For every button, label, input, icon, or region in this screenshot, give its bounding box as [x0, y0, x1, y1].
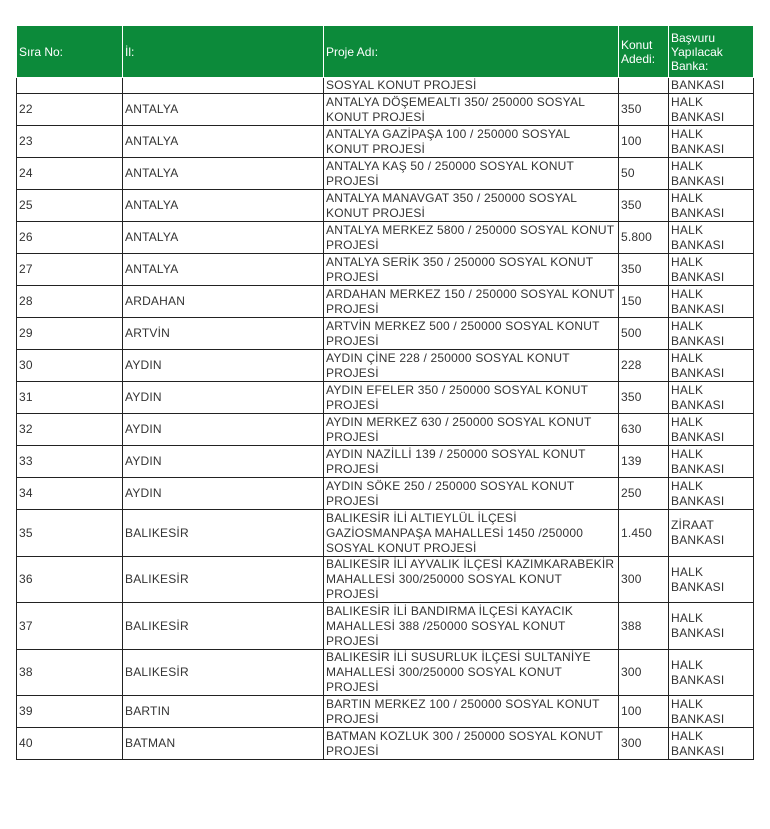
- cell-banka: HALK BANKASI: [669, 222, 754, 254]
- cell-il: BALIKESİR: [123, 510, 324, 557]
- cell-konut: 350: [619, 254, 669, 286]
- cell-konut: 50: [619, 158, 669, 190]
- cell-proje: SOSYAL KONUT PROJESİ: [324, 78, 619, 94]
- header-konut-adedi: Konut Adedi:: [619, 26, 669, 78]
- table-row: [17, 557, 754, 603]
- cell-konut: 350: [619, 94, 669, 126]
- cell-il: BARTIN: [123, 696, 324, 728]
- cell-proje: ANTALYA GAZİPAŞA 100 / 250000 SOSYAL KONUT PROJESİ: [324, 126, 619, 158]
- table-row: [17, 446, 754, 478]
- cell-banka: HALK BANKASI: [669, 414, 754, 446]
- table-row: [17, 126, 754, 158]
- cell-sira: 30: [17, 350, 123, 382]
- cell-banka: HALK BANKASI: [669, 318, 754, 350]
- cell-il: BALIKESİR: [123, 603, 324, 650]
- header-il: İl:: [123, 26, 324, 78]
- cell-konut: 5.800: [619, 222, 669, 254]
- cell-sira: 26: [17, 222, 123, 254]
- cell-banka: HALK BANKASI: [669, 603, 754, 650]
- header-basvuru-banka: Başvuru Yapılacak Banka:: [669, 26, 754, 78]
- cell-sira: 31: [17, 382, 123, 414]
- cell-konut: 300: [619, 557, 669, 603]
- header-sira-no: Sıra No:: [17, 26, 123, 78]
- cell-banka: HALK BANKASI: [669, 446, 754, 478]
- cell-sira: 37: [17, 603, 123, 650]
- cell-banka: HALK BANKASI: [669, 286, 754, 318]
- cell-il: ANTALYA: [123, 158, 324, 190]
- cell-sira: 25: [17, 190, 123, 222]
- cell-sira: 27: [17, 254, 123, 286]
- cell-konut: 500: [619, 318, 669, 350]
- cell-konut: 100: [619, 126, 669, 158]
- cell-banka: HALK BANKASI: [669, 557, 754, 603]
- cell-banka: HALK BANKASI: [669, 696, 754, 728]
- cell-konut: 350: [619, 382, 669, 414]
- table-row: [17, 350, 754, 382]
- table-row: [17, 382, 754, 414]
- cell-sira: 23: [17, 126, 123, 158]
- table-row: [17, 318, 754, 350]
- table-row: [17, 510, 754, 557]
- cell-sira: [17, 78, 123, 94]
- cell-il: AYDIN: [123, 414, 324, 446]
- cell-proje: ANTALYA MERKEZ 5800 / 250000 SOSYAL KONUT PROJESİ: [324, 222, 619, 254]
- cell-sira: 22: [17, 94, 123, 126]
- cell-sira: 40: [17, 728, 123, 760]
- cell-proje: AYDIN MERKEZ 630 / 250000 SOSYAL KONUT PROJESİ: [324, 414, 619, 446]
- cell-proje: AYDIN EFELER 350 / 250000 SOSYAL KONUT PROJESİ: [324, 382, 619, 414]
- cell-il: AYDIN: [123, 350, 324, 382]
- cell-konut: 630: [619, 414, 669, 446]
- cell-banka: HALK BANKASI: [669, 650, 754, 696]
- cell-proje: ARTVİN MERKEZ 500 / 250000 SOSYAL KONUT PROJESİ: [324, 318, 619, 350]
- cell-il: ANTALYA: [123, 222, 324, 254]
- cell-il: AYDIN: [123, 446, 324, 478]
- cell-sira: 29: [17, 318, 123, 350]
- header-row: [17, 26, 754, 78]
- cell-banka: HALK BANKASI: [669, 478, 754, 510]
- table-row: [17, 94, 754, 126]
- cell-sira: 24: [17, 158, 123, 190]
- cell-proje: BALIKESİR İLİ SUSURLUK İLÇESİ SULTANİYE MAHALLESİ 300/250000 SOSYAL KONUT PROJESİ: [324, 650, 619, 696]
- table-row: [17, 78, 754, 94]
- cell-banka: HALK BANKASI: [669, 190, 754, 222]
- header-proje-adi: Proje Adı:: [324, 26, 619, 78]
- table-row: [17, 254, 754, 286]
- cell-proje: BATMAN KOZLUK 300 / 250000 SOSYAL KONUT PROJESİ: [324, 728, 619, 760]
- cell-sira: 38: [17, 650, 123, 696]
- cell-il: AYDIN: [123, 382, 324, 414]
- cell-konut: 388: [619, 603, 669, 650]
- table-row: [17, 414, 754, 446]
- cell-konut: 350: [619, 190, 669, 222]
- cell-il: ANTALYA: [123, 126, 324, 158]
- table-row: [17, 190, 754, 222]
- cell-sira: 28: [17, 286, 123, 318]
- cell-banka: HALK BANKASI: [669, 126, 754, 158]
- cell-konut: 250: [619, 478, 669, 510]
- cell-il: ARDAHAN: [123, 286, 324, 318]
- cell-banka: HALK BANKASI: [669, 158, 754, 190]
- table-row: [17, 650, 754, 696]
- cell-il: BATMAN: [123, 728, 324, 760]
- table-container: [16, 25, 754, 760]
- cell-proje: ARDAHAN MERKEZ 150 / 250000 SOSYAL KONUT PROJESİ: [324, 286, 619, 318]
- table-row: [17, 222, 754, 254]
- cell-proje: BALIKESİR İLİ AYVALIK İLÇESİ KAZIMKARABEKİR MAHALLESİ 300/250000 SOSYAL KONUT PROJESİ: [324, 557, 619, 603]
- cell-il: [123, 78, 324, 94]
- cell-proje: ANTALYA DÖŞEMEALTI 350/ 250000 SOSYAL KONUT PROJESİ: [324, 94, 619, 126]
- cell-sira: 34: [17, 478, 123, 510]
- table-row: [17, 603, 754, 650]
- cell-il: BALIKESİR: [123, 557, 324, 603]
- cell-proje: BALIKESİR İLİ BANDIRMA İLÇESİ KAYACIK MAHALLESİ 388 /250000 SOSYAL KONUT PROJESİ: [324, 603, 619, 650]
- cell-proje: AYDIN ÇİNE 228 / 250000 SOSYAL KONUT PROJESİ: [324, 350, 619, 382]
- cell-sira: 32: [17, 414, 123, 446]
- social-housing-table: [16, 25, 754, 760]
- cell-il: ANTALYA: [123, 190, 324, 222]
- cell-banka: HALK BANKASI: [669, 382, 754, 414]
- cell-banka: HALK BANKASI: [669, 350, 754, 382]
- table-row: [17, 728, 754, 760]
- cell-proje: ANTALYA KAŞ 50 / 250000 SOSYAL KONUT PROJESİ: [324, 158, 619, 190]
- cell-il: BALIKESİR: [123, 650, 324, 696]
- cell-banka: HALK BANKASI: [669, 254, 754, 286]
- cell-banka: HALK BANKASI: [669, 94, 754, 126]
- cell-sira: 39: [17, 696, 123, 728]
- cell-proje: ANTALYA MANAVGAT 350 / 250000 SOSYAL KONUT PROJESİ: [324, 190, 619, 222]
- cell-konut: 300: [619, 728, 669, 760]
- cell-sira: 35: [17, 510, 123, 557]
- table-row: [17, 158, 754, 190]
- cell-konut: 139: [619, 446, 669, 478]
- cell-konut: 228: [619, 350, 669, 382]
- cell-konut: 100: [619, 696, 669, 728]
- cell-konut: [619, 78, 669, 94]
- cell-il: AYDIN: [123, 478, 324, 510]
- table-row: [17, 478, 754, 510]
- cell-banka: BANKASI: [669, 78, 754, 94]
- cell-konut: 150: [619, 286, 669, 318]
- cell-banka: ZİRAAT BANKASI: [669, 510, 754, 557]
- cell-il: ANTALYA: [123, 254, 324, 286]
- cell-konut: 300: [619, 650, 669, 696]
- table-row: [17, 286, 754, 318]
- cell-proje: BALIKESİR İLİ ALTIEYLÜL İLÇESİ GAZİOSMANPAŞA MAHALLESİ 1450 /250000 SOSYAL KONUT PROJESİ: [324, 510, 619, 557]
- cell-proje: AYDIN NAZİLLİ 139 / 250000 SOSYAL KONUT PROJESİ: [324, 446, 619, 478]
- cell-banka: HALK BANKASI: [669, 728, 754, 760]
- cell-konut: 1.450: [619, 510, 669, 557]
- cell-proje: AYDIN SÖKE 250 / 250000 SOSYAL KONUT PROJESİ: [324, 478, 619, 510]
- cell-il: ANTALYA: [123, 94, 324, 126]
- cell-sira: 36: [17, 557, 123, 603]
- table-row: [17, 696, 754, 728]
- cell-proje: ANTALYA SERİK 350 / 250000 SOSYAL KONUT PROJESİ: [324, 254, 619, 286]
- cell-sira: 33: [17, 446, 123, 478]
- cell-proje: BARTIN MERKEZ 100 / 250000 SOSYAL KONUT PROJESİ: [324, 696, 619, 728]
- cell-il: ARTVİN: [123, 318, 324, 350]
